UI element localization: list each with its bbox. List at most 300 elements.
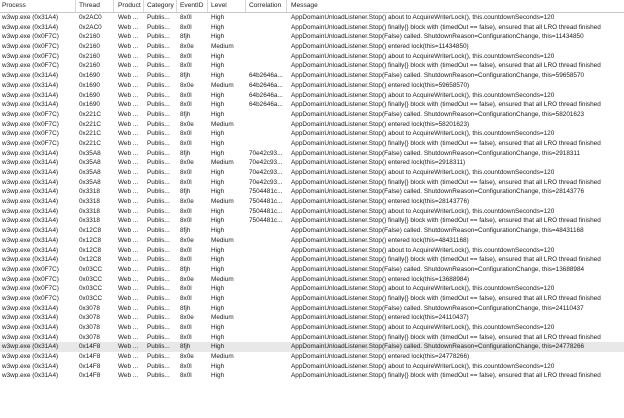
cell-level: High <box>211 101 225 109</box>
cell-process: w3wp.exe (0x31A4) <box>2 169 59 176</box>
cell-thread: 0x221C <box>79 139 102 147</box>
cell-eventid: 8x0l <box>180 62 192 70</box>
table-row[interactable] <box>0 178 624 188</box>
cell-eventid: 8fjh <box>180 149 191 157</box>
cell-level: Medium <box>211 43 234 51</box>
table-row[interactable] <box>0 352 624 362</box>
cell-eventid: 8x0e <box>180 353 194 361</box>
cell-process: w3wp.exe (0x31A4) <box>2 324 59 331</box>
cell-correlation: 7504481c... <box>249 207 283 215</box>
cell-correlation <box>247 61 287 71</box>
table-row[interactable] <box>0 197 624 207</box>
cell-category: Publis... <box>147 43 170 51</box>
cell-correlation: 64b2646a... <box>249 72 283 80</box>
cell-category: Publis... <box>147 23 170 31</box>
cell-level: High <box>211 23 225 31</box>
column-header-process[interactable]: Process <box>0 0 76 12</box>
cell-message: AppDomainUnloadListener.Stop(False) called. ShutdownReason=ConfigurationChange, this=28143776 <box>291 188 585 196</box>
cell-eventid: 8x0l <box>180 294 192 302</box>
cell-thread: 0x2AC0 <box>79 14 102 21</box>
cell-thread: 0x3078 <box>79 304 100 312</box>
cell-process: w3wp.exe (0x0F7C) <box>2 139 59 147</box>
cell-product: Web ... <box>118 236 139 244</box>
cell-eventid: 8x0e <box>180 159 194 167</box>
table-row[interactable] <box>0 168 624 178</box>
table-row[interactable] <box>0 187 624 197</box>
cell-message: AppDomainUnloadListener.Stop() finally{} block with (timedOut == false), ensured that all LRO thread finished <box>291 62 601 70</box>
cell-correlation <box>247 226 287 236</box>
table-row[interactable] <box>0 362 624 372</box>
table-row[interactable] <box>0 236 624 246</box>
cell-correlation <box>247 323 287 333</box>
cell-correlation <box>247 246 287 256</box>
column-header-level[interactable]: Level <box>209 0 246 12</box>
cell-level: High <box>211 372 225 380</box>
cell-process: w3wp.exe (0x31A4) <box>2 314 59 322</box>
cell-level: High <box>211 110 225 118</box>
cell-process: w3wp.exe (0x31A4) <box>2 188 59 196</box>
cell-message: AppDomainUnloadListener.Stop() entered lock(this=24778266) <box>291 353 470 361</box>
cell-process: w3wp.exe (0x31A4) <box>2 178 59 186</box>
cell-thread: 0x3078 <box>79 333 100 341</box>
table-row[interactable] <box>0 23 624 33</box>
cell-message: AppDomainUnloadListener.Stop() finally{} block with (timedOut == false), ensured that all LRO thread finished <box>291 294 601 302</box>
table-row[interactable] <box>0 81 624 91</box>
cell-product: Web ... <box>118 178 139 186</box>
table-row[interactable] <box>0 61 624 71</box>
cell-message: AppDomainUnloadListener.Stop() about to AcquireWriterLock(), this.countdownSeconds=120 <box>291 91 555 99</box>
cell-correlation <box>247 304 287 314</box>
column-header-thread[interactable]: Thread <box>77 0 114 12</box>
cell-level: High <box>211 304 225 312</box>
table-row[interactable] <box>0 158 624 168</box>
cell-eventid: 8x0e <box>180 314 194 322</box>
cell-product: Web ... <box>118 52 139 60</box>
cell-level: High <box>211 362 225 370</box>
cell-thread: 0x221C <box>79 110 102 118</box>
cell-thread: 0x14F8 <box>79 343 101 351</box>
cell-product: Web ... <box>118 101 139 109</box>
cell-category: Publis... <box>147 149 170 157</box>
table-row[interactable] <box>0 129 624 139</box>
cell-category: Publis... <box>147 333 170 341</box>
cell-thread: 0x3318 <box>79 207 100 215</box>
cell-level: High <box>211 33 225 41</box>
cell-thread: 0x12C8 <box>79 236 102 244</box>
cell-process: w3wp.exe (0x0F7C) <box>2 52 59 60</box>
cell-correlation <box>247 139 287 149</box>
cell-process: w3wp.exe (0x31A4) <box>2 217 59 225</box>
cell-category: Publis... <box>147 91 170 99</box>
cell-thread: 0x03CC <box>79 294 103 302</box>
cell-product: Web ... <box>118 275 139 283</box>
cell-message: AppDomainUnloadListener.Stop() about to AcquireWriterLock(), this.countdownSeconds=120 <box>291 207 555 215</box>
cell-eventid: 8fjh <box>180 265 191 273</box>
cell-product: Web ... <box>118 62 139 70</box>
cell-correlation <box>247 352 287 362</box>
cell-thread: 0x12C8 <box>79 256 102 264</box>
cell-product: Web ... <box>118 207 139 215</box>
table-row[interactable] <box>0 275 624 285</box>
cell-correlation <box>247 32 287 42</box>
cell-thread: 0x3318 <box>79 217 100 225</box>
cell-eventid: 8x0l <box>180 52 192 60</box>
cell-level: High <box>211 52 225 60</box>
cell-category: Publis... <box>147 353 170 361</box>
cell-correlation: 64b2646a... <box>249 81 283 89</box>
cell-process: w3wp.exe (0x31A4) <box>2 23 59 31</box>
cell-correlation <box>247 333 287 343</box>
cell-level: High <box>211 294 225 302</box>
cell-process: w3wp.exe (0x0F7C) <box>2 43 59 51</box>
cell-category: Publis... <box>147 62 170 70</box>
table-row[interactable] <box>0 342 624 352</box>
cell-eventid: 8fjh <box>180 110 191 118</box>
cell-message: AppDomainUnloadListener.Stop() entered lock(this=58201623) <box>291 120 470 128</box>
cell-process: w3wp.exe (0x31A4) <box>2 14 59 21</box>
cell-message: AppDomainUnloadListener.Stop() entered lock(this=59658570) <box>291 81 470 89</box>
cell-category: Publis... <box>147 236 170 244</box>
cell-eventid: 8fjh <box>180 72 191 80</box>
cell-process: w3wp.exe (0x0F7C) <box>2 275 59 283</box>
cell-process: w3wp.exe (0x31A4) <box>2 362 59 370</box>
cell-message: AppDomainUnloadListener.Stop() finally{} block with (timedOut == false), ensured that all LRO thread finished <box>291 217 601 225</box>
cell-correlation <box>247 265 287 275</box>
cell-process: w3wp.exe (0x0F7C) <box>2 294 59 302</box>
table-row[interactable] <box>0 149 624 159</box>
cell-product: Web ... <box>118 324 139 331</box>
column-header-message[interactable]: Message <box>291 2 318 9</box>
cell-category: Publis... <box>147 343 170 351</box>
cell-message: AppDomainUnloadListener.Stop() finally{} block with (timedOut == false), ensured that all LRO thread finished <box>291 23 601 31</box>
cell-category: Publis... <box>147 285 170 293</box>
cell-product: Web ... <box>118 110 139 118</box>
cell-correlation: 64b2646a... <box>249 101 283 109</box>
cell-category: Publis... <box>147 52 170 60</box>
table-row[interactable] <box>0 52 624 62</box>
cell-process: w3wp.exe (0x31A4) <box>2 159 59 167</box>
cell-product: Web ... <box>118 14 139 21</box>
cell-message: AppDomainUnloadListener.Stop(False) called. ShutdownReason=ConfigurationChange, this=58201623 <box>291 110 585 118</box>
cell-process: w3wp.exe (0x31A4) <box>2 101 59 109</box>
cell-message: AppDomainUnloadListener.Stop(False) called. ShutdownReason=ConfigurationChange, this=24778266 <box>291 343 585 351</box>
cell-process: w3wp.exe (0x31A4) <box>2 333 59 341</box>
cell-thread: 0x3078 <box>79 324 100 331</box>
table-row[interactable] <box>0 284 624 294</box>
cell-correlation: 70e42c93... <box>249 159 283 167</box>
cell-category: Publis... <box>147 14 170 21</box>
cell-correlation <box>247 275 287 285</box>
cell-eventid: 8x0l <box>180 101 192 109</box>
cell-correlation: 70e42c93... <box>249 169 283 176</box>
cell-thread: 0x1690 <box>79 72 100 80</box>
cell-product: Web ... <box>118 285 139 293</box>
cell-level: High <box>211 91 225 99</box>
cell-product: Web ... <box>118 246 139 254</box>
cell-eventid: 8x0e <box>180 43 194 51</box>
cell-message: AppDomainUnloadListener.Stop() entered lock(this=13688984) <box>291 275 470 283</box>
table-row[interactable] <box>0 226 624 236</box>
cell-category: Publis... <box>147 217 170 225</box>
cell-message: AppDomainUnloadListener.Stop(False) called. ShutdownReason=ConfigurationChange, this=11434850 <box>291 33 584 41</box>
table-row[interactable] <box>0 294 624 304</box>
cell-level: Medium <box>211 314 234 322</box>
table-row[interactable] <box>0 304 624 314</box>
cell-product: Web ... <box>118 265 139 273</box>
cell-thread: 0x35A8 <box>79 178 101 186</box>
cell-correlation: 64b2646a... <box>249 91 283 99</box>
cell-thread: 0x2160 <box>79 43 100 51</box>
cell-message: AppDomainUnloadListener.Stop() about to AcquireWriterLock(), this.countdownSeconds=120 <box>291 169 555 176</box>
cell-eventid: 8x0e <box>180 120 194 128</box>
cell-category: Publis... <box>147 139 170 147</box>
cell-thread: 0x03CC <box>79 265 103 273</box>
cell-eventid: 8x0l <box>180 130 192 138</box>
table-row[interactable] <box>0 71 624 81</box>
cell-category: Publis... <box>147 324 170 331</box>
cell-eventid: 8x0l <box>180 23 192 31</box>
cell-eventid: 8x0l <box>180 178 192 186</box>
cell-eventid: 8x0l <box>180 217 192 225</box>
cell-eventid: 8fjh <box>180 188 191 196</box>
cell-eventid: 8x0l <box>180 285 192 293</box>
cell-product: Web ... <box>118 314 139 322</box>
cell-eventid: 8fjh <box>180 304 191 312</box>
cell-correlation <box>247 23 287 33</box>
cell-thread: 0x14F8 <box>79 372 101 380</box>
cell-message: AppDomainUnloadListener.Stop() finally{} block with (timedOut == false), ensured that all LRO thread finished <box>291 256 601 264</box>
cell-correlation <box>247 236 287 246</box>
table-row[interactable] <box>0 110 624 120</box>
table-row[interactable] <box>0 91 624 101</box>
table-row[interactable] <box>0 100 624 110</box>
cell-category: Publis... <box>147 159 170 167</box>
cell-thread: 0x35A8 <box>79 169 101 176</box>
cell-correlation <box>247 120 287 130</box>
cell-message: AppDomainUnloadListener.Stop() about to AcquireWriterLock(), this.countdownSeconds=120 <box>291 130 555 138</box>
column-header-category[interactable]: Category <box>145 0 177 12</box>
cell-category: Publis... <box>147 372 170 380</box>
cell-category: Publis... <box>147 304 170 312</box>
cell-level: High <box>211 62 225 70</box>
table-row[interactable] <box>0 216 624 226</box>
cell-level: High <box>211 227 225 235</box>
cell-message: AppDomainUnloadListener.Stop() about to AcquireWriterLock(), this.countdownSeconds=120 <box>291 362 555 370</box>
cell-correlation <box>247 42 287 52</box>
cell-eventid: 8x0l <box>180 14 192 21</box>
cell-correlation <box>247 342 287 352</box>
cell-category: Publis... <box>147 169 170 176</box>
table-row[interactable] <box>0 32 624 42</box>
cell-process: w3wp.exe (0x31A4) <box>2 227 59 235</box>
cell-level: High <box>211 130 225 138</box>
cell-correlation <box>247 284 287 294</box>
cell-product: Web ... <box>118 227 139 235</box>
cell-process: w3wp.exe (0x31A4) <box>2 256 59 264</box>
cell-message: AppDomainUnloadListener.Stop() finally{} block with (timedOut == false), ensured that all LRO thread finished <box>291 139 601 147</box>
cell-thread: 0x3318 <box>79 198 100 206</box>
cell-message: AppDomainUnloadListener.Stop() entered lock(this=2918311) <box>291 159 466 167</box>
cell-category: Publis... <box>147 72 170 80</box>
cell-category: Publis... <box>147 294 170 302</box>
cell-category: Publis... <box>147 275 170 283</box>
cell-category: Publis... <box>147 265 170 273</box>
cell-category: Publis... <box>147 314 170 322</box>
cell-category: Publis... <box>147 227 170 235</box>
cell-thread: 0x35A8 <box>79 149 101 157</box>
cell-category: Publis... <box>147 256 170 264</box>
cell-level: High <box>211 149 225 157</box>
cell-process: w3wp.exe (0x0F7C) <box>2 62 59 70</box>
cell-correlation: 70e42c93... <box>249 149 283 157</box>
cell-message: AppDomainUnloadListener.Stop() about to AcquireWriterLock(), this.countdownSeconds=120 <box>291 246 555 254</box>
cell-level: High <box>211 169 225 176</box>
cell-category: Publis... <box>147 198 170 206</box>
cell-eventid: 8x0l <box>180 207 192 215</box>
cell-message: AppDomainUnloadListener.Stop() finally{} block with (timedOut == false), ensured that all LRO thread finished <box>291 372 601 380</box>
cell-eventid: 8x0l <box>180 169 192 176</box>
cell-message: AppDomainUnloadListener.Stop(False) called. ShutdownReason=ConfigurationChange, this=2918311 <box>291 149 581 157</box>
cell-process: w3wp.exe (0x31A4) <box>2 198 59 206</box>
cell-correlation <box>247 294 287 304</box>
log-table-body <box>0 13 624 381</box>
cell-process: w3wp.exe (0x0F7C) <box>2 265 59 273</box>
table-row[interactable] <box>0 371 624 381</box>
cell-level: High <box>211 246 225 254</box>
cell-product: Web ... <box>118 159 139 167</box>
cell-message: AppDomainUnloadListener.Stop() entered lock(this=48431168) <box>291 236 469 244</box>
table-row[interactable] <box>0 139 624 149</box>
cell-product: Web ... <box>118 188 139 196</box>
cell-eventid: 8x0l <box>180 139 192 147</box>
table-row[interactable] <box>0 323 624 333</box>
cell-level: High <box>211 14 225 21</box>
cell-message: AppDomainUnloadListener.Stop() entered lock(this=28143776) <box>291 198 470 206</box>
cell-process: w3wp.exe (0x0F7C) <box>2 130 59 138</box>
cell-correlation <box>247 255 287 265</box>
cell-level: High <box>211 217 225 225</box>
cell-category: Publis... <box>147 120 170 128</box>
cell-thread: 0x3318 <box>79 188 100 196</box>
cell-category: Publis... <box>147 188 170 196</box>
cell-process: w3wp.exe (0x0F7C) <box>2 120 59 128</box>
cell-message: AppDomainUnloadListener.Stop() finally{} block with (timedOut == false), ensured that all LRO thread finished <box>291 333 601 341</box>
cell-product: Web ... <box>118 81 139 89</box>
cell-product: Web ... <box>118 217 139 225</box>
cell-process: w3wp.exe (0x31A4) <box>2 81 59 89</box>
table-row[interactable] <box>0 333 624 343</box>
cell-level: High <box>211 343 225 351</box>
cell-message: AppDomainUnloadListener.Stop(False) called. ShutdownReason=ConfigurationChange, this=59658570 <box>291 72 585 80</box>
cell-process: w3wp.exe (0x31A4) <box>2 304 59 312</box>
cell-product: Web ... <box>118 294 139 302</box>
cell-eventid: 8x0l <box>180 324 192 331</box>
cell-level: Medium <box>211 159 234 167</box>
cell-message: AppDomainUnloadListener.Stop() finally{} block with (timedOut == false), ensured that all LRO thread finished <box>291 178 601 186</box>
cell-thread: 0x1690 <box>79 81 100 89</box>
cell-thread: 0x03CC <box>79 275 103 283</box>
cell-category: Publis... <box>147 110 170 118</box>
cell-message: AppDomainUnloadListener.Stop() about to AcquireWriterLock(), this.countdownSeconds=120 <box>291 14 555 21</box>
cell-thread: 0x2160 <box>79 62 100 70</box>
table-row[interactable] <box>0 42 624 52</box>
table-row[interactable] <box>0 13 624 23</box>
column-header-eventid[interactable]: EventID <box>178 0 208 12</box>
cell-product: Web ... <box>118 139 139 147</box>
cell-level: High <box>211 178 225 186</box>
cell-eventid: 8fjh <box>180 343 191 351</box>
cell-eventid: 8x0e <box>180 236 194 244</box>
cell-level: Medium <box>211 120 234 128</box>
cell-thread: 0x12C8 <box>79 246 102 254</box>
cell-correlation <box>247 13 287 23</box>
cell-thread: 0x03CC <box>79 285 103 293</box>
cell-level: High <box>211 256 225 264</box>
cell-process: w3wp.exe (0x31A4) <box>2 246 59 254</box>
cell-category: Publis... <box>147 130 170 138</box>
cell-level: High <box>211 188 225 196</box>
table-row[interactable] <box>0 246 624 256</box>
cell-level: Medium <box>211 198 234 206</box>
cell-message: AppDomainUnloadListener.Stop() about to AcquireWriterLock(), this.countdownSeconds=120 <box>291 52 555 60</box>
cell-product: Web ... <box>118 372 139 380</box>
column-header-product[interactable]: Product <box>116 0 144 12</box>
cell-eventid: 8x0l <box>180 256 192 264</box>
cell-category: Publis... <box>147 33 170 41</box>
cell-message: AppDomainUnloadListener.Stop(False) called. ShutdownReason=ConfigurationChange, this=24110437 <box>291 304 584 312</box>
cell-product: Web ... <box>118 130 139 138</box>
cell-product: Web ... <box>118 120 139 128</box>
cell-level: High <box>211 324 225 331</box>
cell-thread: 0x2160 <box>79 52 100 60</box>
cell-correlation: 7504481c... <box>249 198 283 206</box>
cell-level: Medium <box>211 81 234 89</box>
cell-eventid: 8x0l <box>180 362 192 370</box>
cell-process: w3wp.exe (0x31A4) <box>2 236 59 244</box>
column-header-correlation[interactable]: Correlation <box>247 0 287 12</box>
cell-correlation <box>247 129 287 139</box>
table-row[interactable] <box>0 313 624 323</box>
cell-thread: 0x12C8 <box>79 227 102 235</box>
cell-product: Web ... <box>118 256 139 264</box>
table-row[interactable] <box>0 207 624 217</box>
cell-level: Medium <box>211 275 234 283</box>
table-row[interactable] <box>0 265 624 275</box>
cell-process: w3wp.exe (0x31A4) <box>2 149 59 157</box>
cell-thread: 0x1690 <box>79 91 100 99</box>
cell-product: Web ... <box>118 43 139 51</box>
cell-eventid: 8x0l <box>180 372 192 380</box>
cell-message: AppDomainUnloadListener.Stop() entered lock(this=24110437) <box>291 314 469 322</box>
cell-process: w3wp.exe (0x31A4) <box>2 72 59 80</box>
cell-correlation: 7504481c... <box>249 188 283 196</box>
cell-eventid: 8x0l <box>180 91 192 99</box>
cell-thread: 0x1690 <box>79 101 100 109</box>
cell-product: Web ... <box>118 343 139 351</box>
cell-process: w3wp.exe (0x31A4) <box>2 353 59 361</box>
table-row[interactable] <box>0 120 624 130</box>
cell-level: High <box>211 72 225 80</box>
cell-eventid: 8x0e <box>180 198 194 206</box>
cell-process: w3wp.exe (0x0F7C) <box>2 110 59 118</box>
cell-thread: 0x3078 <box>79 314 100 322</box>
cell-message: AppDomainUnloadListener.Stop(False) called. ShutdownReason=ConfigurationChange, this=13688984 <box>291 265 585 273</box>
cell-category: Publis... <box>147 101 170 109</box>
cell-message: AppDomainUnloadListener.Stop() entered lock(this=11434850) <box>291 43 469 51</box>
table-row[interactable] <box>0 255 624 265</box>
cell-correlation <box>247 371 287 381</box>
cell-process: w3wp.exe (0x31A4) <box>2 207 59 215</box>
